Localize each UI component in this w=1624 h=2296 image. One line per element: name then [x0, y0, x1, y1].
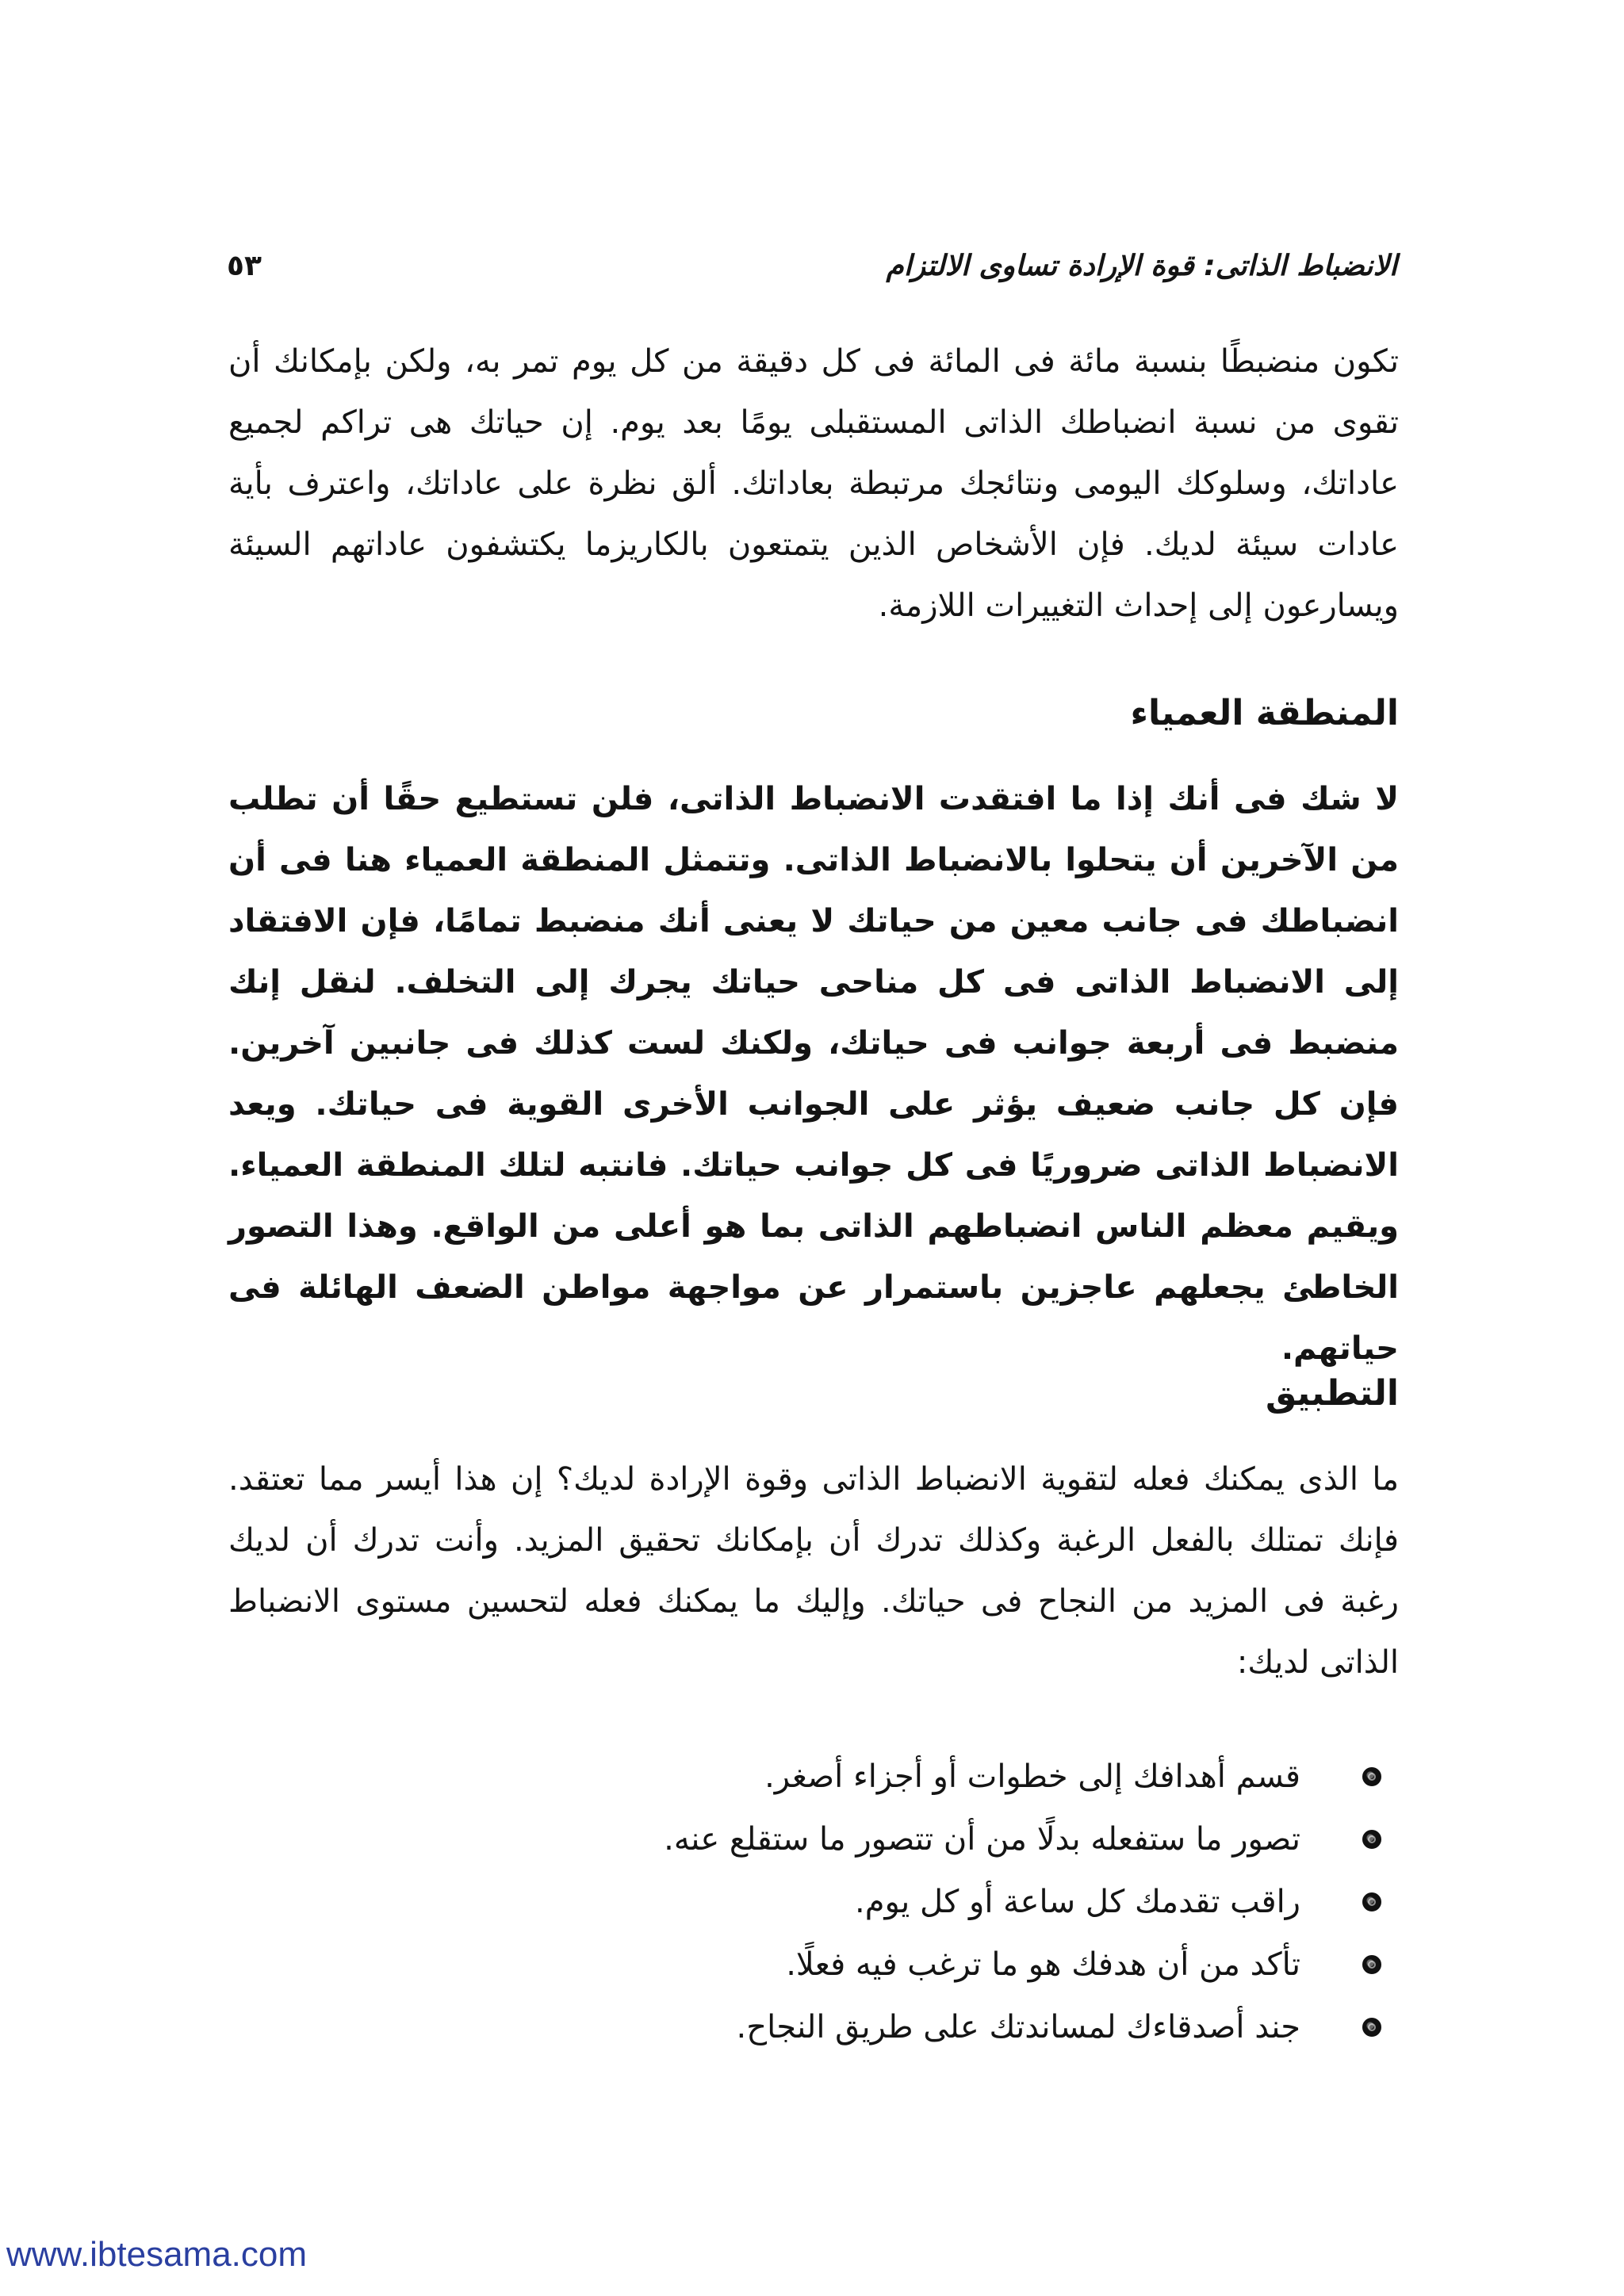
- list-item-text: تأكد من أن هدفك هو ما ترغب فيه فعلًا.: [786, 1946, 1300, 1983]
- site-watermark: www.ibtesama.com: [6, 2235, 308, 2274]
- list-item: [228, 1808, 1399, 1871]
- running-header: [227, 243, 1397, 290]
- paragraph-blind-zone: لا شك فى أنك إذا ما افتقدت الانضباط الذاتى، فلن تستطيع حقًا أن تطلب من الآخرين أن يتحلوا بالانضباط الذاتى. وتتمثل المنطقة العمياء هنا فى أن انضباطك فى جانب معين من حياتك لا يعنى أنك منضبط تمامًا، فإن الافتقاد إلى الانضباط الذاتى فى كل مناحى حياتك يجرك إلى التخلف. لنقل إنك منضبط فى أربعة جوانب فى حياتك، ولكنك لست كذلك فى جانبين آخرين. فإن كل جانب ضعيف يؤثر على الجوانب الأخرى القوية فى حياتك. ويعد الانضباط الذاتى ضروريًا فى كل جوانب حياتك. فانتبه لتلك المنطقة العمياء. ويقيم معظم الناس انضباطهم الذاتى بما هو أعلى من الواقع. وهذا التصور الخاطئ يجعلهم عاجزين باستمرار عن مواجهة مواطن الضعف الهائلة فى حياتهم.: [228, 781, 1399, 1367]
- list-item: [228, 1871, 1399, 1934]
- list-item-text: قسم أهدافك إلى خطوات أو أجزاء أصغر.: [764, 1758, 1300, 1795]
- section-heading-application: التطبيق: [1265, 1373, 1399, 1414]
- list-item: [228, 1934, 1399, 1996]
- paragraph-intro: تكون منضبطًا بنسبة مائة فى المائة فى كل دقيقة من كل يوم تمر به، ولكن بإمكانك أن تقوى من نسبة انضباطك الذاتى المستقبلى يومًا بعد يوم. إن حياتك هى تراكم لجميع عاداتك، وسلوكك اليومى ونتائجك مرتبطة بعاداتك. ألق نظرة على عاداتك، واعترف بأية عادات سيئة لديك. فإن الأشخاص الذين يتمتعون بالكاريزما يكتشفون عاداتهم السيئة ويسارعون إلى إحداث التغييرات اللازمة.: [228, 343, 1399, 624]
- paragraph-application: ما الذى يمكنك فعله لتقوية الانضباط الذاتى وقوة الإرادة لديك؟ إن هذا أيسر مما تعتقد. فإنك تمتلك بالفعل الرغبة وكذلك تدرك أن بإمكانك تحقيق المزيد. وأنت تدرك أن لديك رغبة فى المزيد من النجاح فى حياتك. وإليك ما يمكنك فعله لتحسين مستوى الانضباط الذاتى لديك:: [228, 1461, 1399, 1681]
- list-item-text: راقب تقدمك كل ساعة أو كل يوم.: [854, 1884, 1300, 1920]
- list-item: [228, 1996, 1399, 2059]
- section-heading-blind-zone: المنطقة العمياء: [1130, 693, 1399, 733]
- bullet-icon: [1362, 1955, 1381, 1974]
- page-content: [228, 331, 1399, 2059]
- bullet-icon: [1362, 1830, 1381, 1849]
- page-number: ٥٣: [227, 250, 262, 282]
- running-title: الانضباط الذاتى: قوة الإرادة تساوى الالتزام: [886, 250, 1397, 282]
- list-item-text: تصور ما ستفعله بدلًا من أن تتصور ما ستقلع عنه.: [664, 1821, 1300, 1858]
- bullet-icon: [1362, 2018, 1381, 2037]
- list-item: [228, 1746, 1399, 1808]
- list-item-text: جند أصدقاءك لمساندتك على طريق النجاح.: [736, 2009, 1300, 2045]
- bullet-icon: [1362, 1892, 1381, 1911]
- bullet-icon: [1362, 1767, 1381, 1786]
- tips-list: [228, 1746, 1399, 2059]
